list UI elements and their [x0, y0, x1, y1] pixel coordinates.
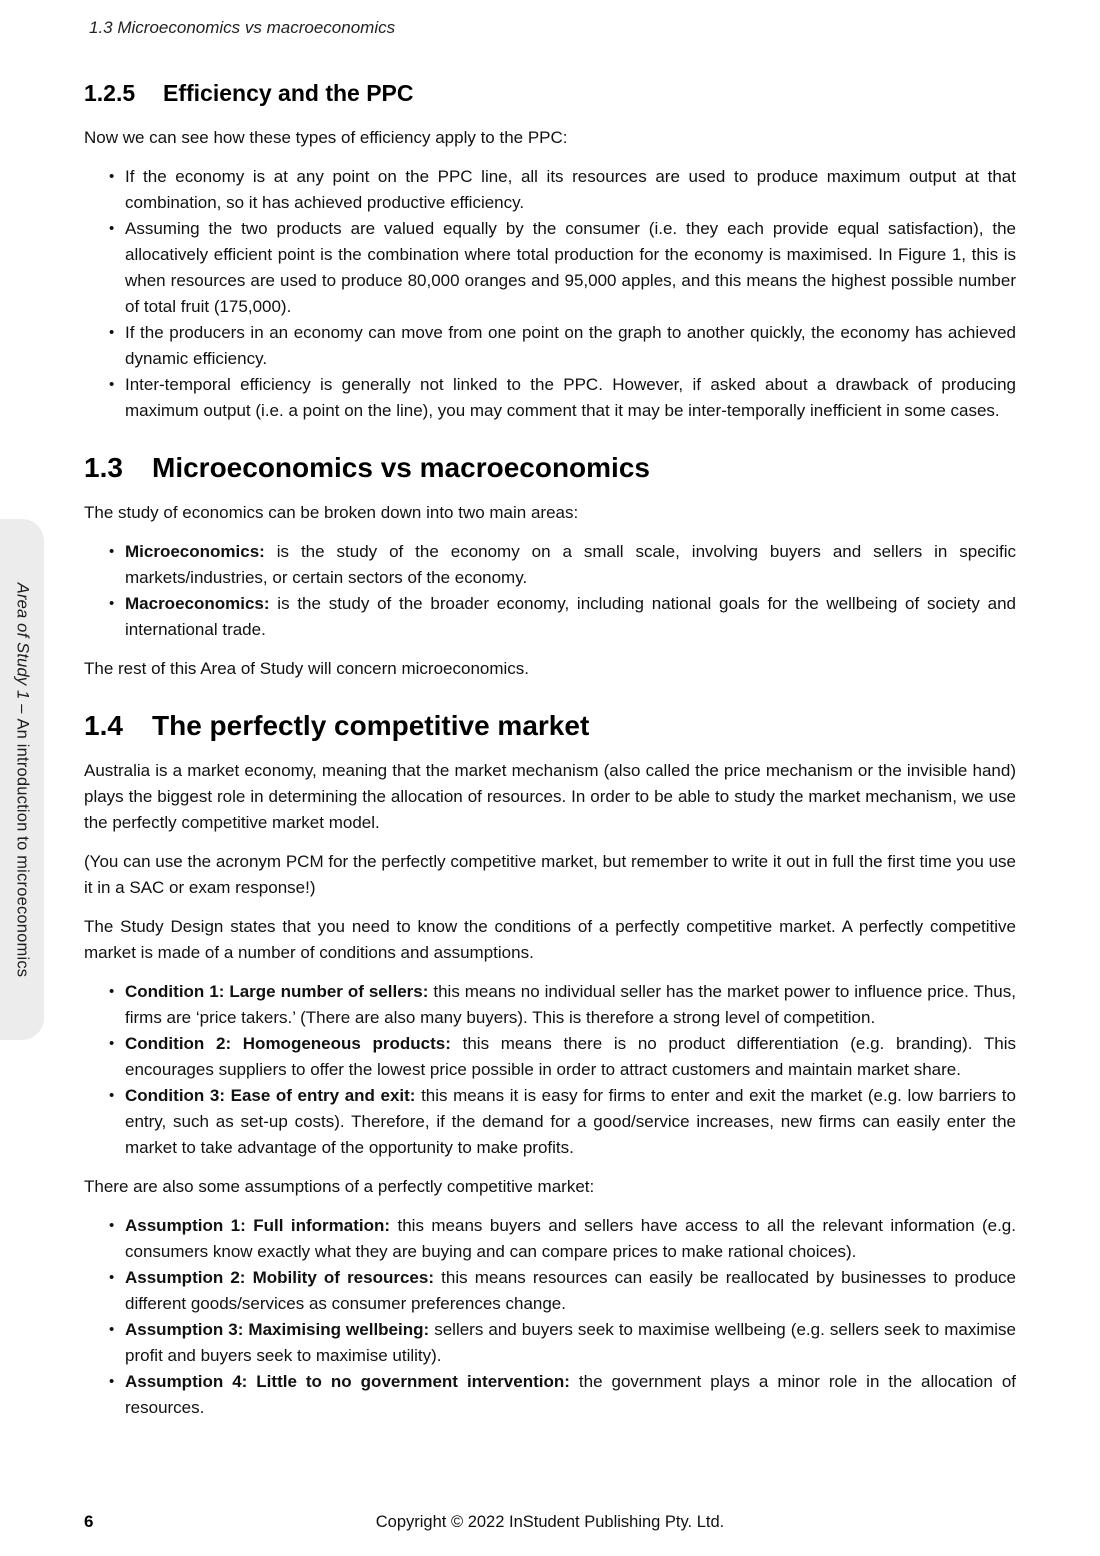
bullet-lead: Condition 2: Homogeneous products:	[125, 1034, 451, 1053]
heading-1-4	[84, 710, 1016, 742]
bullet-text: this means no individual seller has the market power to influence price. Thus, firms are ‘price takers.’ (There are also many buyers). This is therefore a strong level of competition.	[125, 982, 1016, 1027]
list-item	[84, 1317, 1016, 1369]
bullet-lead: Macroeconomics:	[125, 594, 270, 613]
list-item	[84, 591, 1016, 643]
bullet-text: is the study of the broader economy, including national goals for the wellbeing of society and international trade.	[125, 594, 1016, 639]
bullet-text: this means there is no product differentiation (e.g. branding). This encourages suppliers to offer the lowest price possible in order to attract customers and maintain market share.	[125, 1034, 1016, 1079]
bullet-text: If the economy is at any point on the PPC line, all its resources are used to produce maximum output at that combination, so it has achieved productive efficiency.	[125, 167, 1016, 212]
assumptions-intro-paragraph: There are also some assumptions of a perfectly competitive market:	[84, 1177, 595, 1196]
bullet-text: the government plays a minor role in the allocation of resources.	[125, 1372, 1016, 1417]
list-item	[84, 372, 1016, 424]
sidebar-label-title: An introduction to microeconomics	[13, 717, 32, 977]
heading-1-2-5	[84, 80, 1016, 107]
bullet-text: this means resources can easily be reallocated by businesses to produce different goods/services as consumer preferences change.	[125, 1268, 1016, 1313]
bullet-lead: Assumption 4: Little to no government intervention:	[125, 1372, 570, 1391]
list-item	[84, 164, 1016, 216]
list-item	[84, 1031, 1016, 1083]
bullet-lead: Microeconomics:	[125, 542, 265, 561]
list-item	[84, 539, 1016, 591]
body-paragraph: Australia is a market economy, meaning that the market mechanism (also called the price mechanism or the invisible hand) plays the biggest role in determining the allocation of resources. In order to be able to study the market mechanism, we use the perfectly competitive market model.	[84, 761, 1016, 832]
section-title: The perfectly competitive market	[152, 710, 590, 741]
list-item	[84, 320, 1016, 372]
bullet-text: Assuming the two products are valued equally by the consumer (i.e. they each provide equal satisfaction), the allocatively efficient point is the combination where total production for the economy is maximised. In Figure 1, this is when resources are used to produce 80,000 oranges and 95,000 apples, and this means the highest possible number of total fruit (175,000).	[125, 219, 1016, 316]
section-title: Efficiency and the PPC	[163, 80, 414, 106]
bullet-text: this means buyers and sellers have access to all the relevant information (e.g. consumers know exactly what they are buying and can compare prices to make rational choices).	[125, 1216, 1016, 1261]
section-number: 1.3	[84, 452, 123, 483]
assumptions-bullet-list	[84, 1213, 1016, 1421]
intro-paragraph: The study of economics can be broken down into two main areas:	[84, 503, 579, 522]
body-paragraph: (You can use the acronym PCM for the perfectly competitive market, but remember to write it out in full the first time you use it in a SAC or exam response!)	[84, 852, 1016, 897]
section-number: 1.4	[84, 710, 123, 741]
bullet-text: If the producers in an economy can move from one point on the graph to another quickly, the economy has achieved dynamic efficiency.	[125, 323, 1016, 368]
bullet-text: Inter-temporal efficiency is generally not linked to the PPC. However, if asked about a drawback of producing maximum output (i.e. a point on the line), you may comment that it may be inter-temporally inefficient in some cases.	[125, 375, 1016, 420]
bullet-lead: Assumption 1: Full information:	[125, 1216, 391, 1235]
list-item	[84, 1213, 1016, 1265]
conditions-bullet-list	[84, 979, 1016, 1161]
page-number: 6	[84, 1512, 94, 1531]
bullet-lead: Condition 3: Ease of entry and exit:	[125, 1086, 416, 1105]
list-item	[84, 1369, 1016, 1421]
bullet-text: this means it is easy for firms to enter and exit the market (e.g. low barriers to entry, such as set-up costs). Therefore, if the demand for a good/service increases, new firms can easily enter the market to take advantage of the opportunity to make profits.	[125, 1086, 1016, 1157]
sidebar-label-series: Area of Study 1 –	[13, 582, 32, 718]
list-item	[84, 216, 1016, 320]
body-paragraph: The Study Design states that you need to know the conditions of a perfectly competitive market. A perfectly competitive market is made of a number of conditions and assumptions.	[84, 917, 1016, 962]
page-content	[84, 0, 1016, 1434]
bullet-text: is the study of the economy on a small scale, involving buyers and sellers in specific markets/industries, or certain sectors of the economy.	[125, 542, 1016, 587]
bullet-lead: Assumption 3: Maximising wellbeing:	[125, 1320, 430, 1339]
bullet-text: sellers and buyers seek to maximise wellbeing (e.g. sellers seek to maximise profit and buyers seek to maximise utility).	[125, 1320, 1016, 1365]
list-item	[84, 1265, 1016, 1317]
efficiency-bullet-list	[84, 164, 1016, 424]
outro-paragraph: The rest of this Area of Study will concern microeconomics.	[84, 659, 530, 678]
running-header: 1.3 Microeconomics vs macroeconomics	[89, 18, 396, 37]
list-item	[84, 979, 1016, 1031]
bullet-lead: Assumption 2: Mobility of resources:	[125, 1268, 435, 1287]
micro-macro-bullet-list	[84, 539, 1016, 643]
heading-1-3	[84, 452, 1016, 484]
section-number: 1.2.5	[84, 80, 136, 106]
intro-paragraph: Now we can see how these types of efficiency apply to the PPC:	[84, 128, 568, 147]
copyright-text: Copyright © 2022 InStudent Publishing Pty. Ltd.	[375, 1513, 725, 1531]
list-item	[84, 1083, 1016, 1161]
sidebar-label	[13, 582, 32, 977]
sidebar-tab	[0, 519, 44, 1040]
section-title: Microeconomics vs macroeconomics	[152, 452, 650, 483]
bullet-lead: Condition 1: Large number of sellers:	[125, 982, 429, 1001]
